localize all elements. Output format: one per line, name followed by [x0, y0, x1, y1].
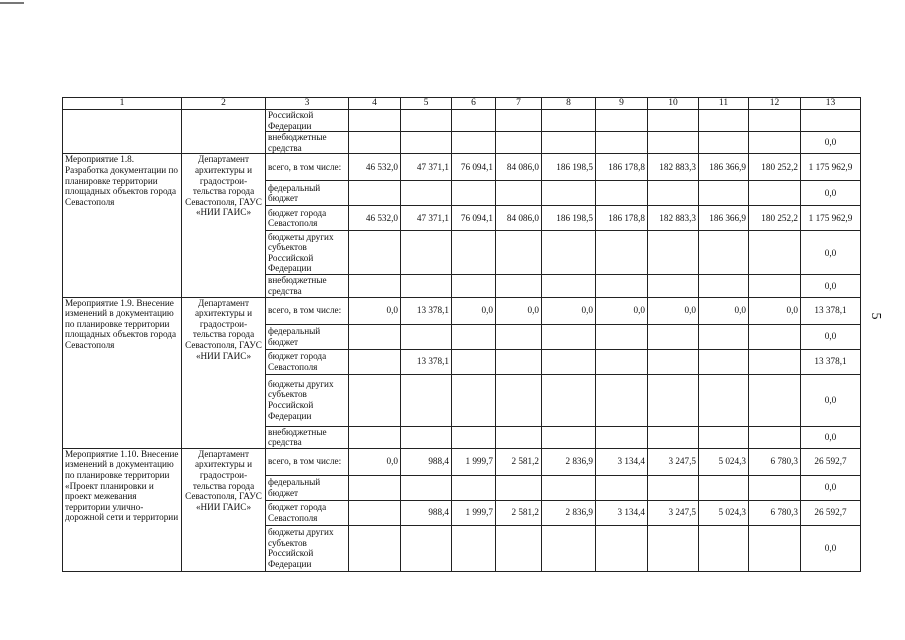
- year-value: 0,0: [542, 297, 596, 324]
- executor-name: [182, 110, 266, 154]
- total-value: 0,0: [801, 324, 861, 349]
- year-value: 182 883,3: [648, 206, 699, 231]
- year-value: [749, 110, 801, 132]
- year-value: [542, 132, 596, 154]
- year-value: [349, 475, 401, 500]
- year-value: [596, 374, 648, 426]
- measure-title: Мероприятие 1.10. Внесение изменений в документацию по планировке территории «Проект планировки и проект межевания территории улично-дорожной сети и территории: [63, 448, 182, 571]
- header-row: [63, 98, 861, 110]
- year-value: [648, 275, 699, 297]
- year-value: [648, 132, 699, 154]
- year-value: [401, 475, 452, 500]
- year-value: [496, 110, 542, 132]
- year-value: 47 371,1: [401, 154, 452, 181]
- total-value: 1 175 962,9: [801, 206, 861, 231]
- year-value: [349, 132, 401, 154]
- year-value: [496, 181, 542, 206]
- scan-mark: [0, 2, 24, 4]
- year-value: [596, 525, 648, 571]
- year-value: [596, 324, 648, 349]
- year-value: [542, 426, 596, 448]
- year-value: 186 366,9: [699, 154, 749, 181]
- year-value: 182 883,3: [648, 154, 699, 181]
- total-value: 1 175 962,9: [801, 154, 861, 181]
- year-value: [452, 374, 496, 426]
- year-value: 3 134,4: [596, 448, 648, 475]
- year-value: [542, 110, 596, 132]
- year-value: [596, 181, 648, 206]
- year-value: [596, 275, 648, 297]
- year-value: [496, 349, 542, 374]
- year-value: [496, 231, 542, 275]
- year-value: [699, 231, 749, 275]
- column-number: 4: [349, 98, 401, 110]
- table-row: [63, 448, 861, 475]
- year-value: 5 024,3: [699, 448, 749, 475]
- year-value: 0,0: [349, 297, 401, 324]
- year-value: 47 371,1: [401, 206, 452, 231]
- year-value: 988,4: [401, 448, 452, 475]
- year-value: 988,4: [401, 500, 452, 525]
- year-value: [452, 324, 496, 349]
- column-number: 1: [63, 98, 182, 110]
- year-value: 1 999,7: [452, 448, 496, 475]
- year-value: 186 198,5: [542, 154, 596, 181]
- funding-source: бюджет города Севастополя: [266, 349, 349, 374]
- column-number: 7: [496, 98, 542, 110]
- total-value: 0,0: [801, 231, 861, 275]
- year-value: [496, 132, 542, 154]
- year-value: [349, 231, 401, 275]
- year-value: [452, 525, 496, 571]
- year-value: [401, 181, 452, 206]
- year-value: [542, 374, 596, 426]
- year-value: 76 094,1: [452, 206, 496, 231]
- page-number: 5: [868, 312, 883, 320]
- year-value: [401, 110, 452, 132]
- year-value: [699, 349, 749, 374]
- year-value: [496, 426, 542, 448]
- funding-source: внебюджетные средства: [266, 426, 349, 448]
- year-value: [648, 181, 699, 206]
- year-value: 46 532,0: [349, 154, 401, 181]
- year-value: [349, 110, 401, 132]
- year-value: [452, 181, 496, 206]
- year-value: [648, 349, 699, 374]
- total-value: 0,0: [801, 374, 861, 426]
- year-value: [699, 110, 749, 132]
- year-value: [699, 132, 749, 154]
- measure-title: [63, 110, 182, 154]
- year-value: 0,0: [648, 297, 699, 324]
- year-value: 2 581,2: [496, 500, 542, 525]
- year-value: [452, 475, 496, 500]
- total-value: 0,0: [801, 275, 861, 297]
- year-value: [648, 475, 699, 500]
- year-value: 186 366,9: [699, 206, 749, 231]
- year-value: [699, 275, 749, 297]
- measure-title: Мероприятие 1.9. Внесение изменений в документацию по планировке территории площадных объектов города Севастополя: [63, 297, 182, 448]
- total-value: 0,0: [801, 426, 861, 448]
- year-value: 5 024,3: [699, 500, 749, 525]
- executor-name: Департамент архитектуры и градострои-тельства города Севастополя, ГАУС «НИИ ГАИС»: [182, 448, 266, 571]
- year-value: [452, 132, 496, 154]
- year-value: [749, 374, 801, 426]
- year-value: 6 780,3: [749, 500, 801, 525]
- total-value: 26 592,7: [801, 500, 861, 525]
- year-value: [749, 349, 801, 374]
- year-value: [349, 324, 401, 349]
- year-value: 0,0: [452, 297, 496, 324]
- year-value: [596, 426, 648, 448]
- column-number: 6: [452, 98, 496, 110]
- funding-source: бюджет города Севастополя: [266, 206, 349, 231]
- year-value: [542, 475, 596, 500]
- year-value: [401, 525, 452, 571]
- funding-source: Российской Федерации: [266, 110, 349, 132]
- measure-title: Мероприятие 1.8. Разработка документации по планировке территории площадных объектов города Севастополя: [63, 154, 182, 297]
- year-value: [349, 500, 401, 525]
- year-value: 0,0: [496, 297, 542, 324]
- year-value: 1 999,7: [452, 500, 496, 525]
- year-value: [749, 181, 801, 206]
- year-value: [542, 231, 596, 275]
- total-value: 0,0: [801, 475, 861, 500]
- funding-source: всего, в том числе:: [266, 154, 349, 181]
- funding-source: бюджет города Севастополя: [266, 500, 349, 525]
- year-value: [596, 110, 648, 132]
- year-value: [349, 349, 401, 374]
- year-value: [349, 275, 401, 297]
- column-number: 9: [596, 98, 648, 110]
- year-value: [401, 132, 452, 154]
- year-value: [401, 231, 452, 275]
- funding-table: [62, 97, 861, 572]
- year-value: [496, 275, 542, 297]
- year-value: [542, 349, 596, 374]
- total-value: 0,0: [801, 181, 861, 206]
- year-value: [699, 426, 749, 448]
- year-value: [596, 475, 648, 500]
- column-number: 5: [401, 98, 452, 110]
- year-value: [648, 324, 699, 349]
- total-value: 0,0: [801, 132, 861, 154]
- year-value: [542, 324, 596, 349]
- year-value: 46 532,0: [349, 206, 401, 231]
- year-value: 3 247,5: [648, 500, 699, 525]
- year-value: [749, 426, 801, 448]
- column-number: 11: [699, 98, 749, 110]
- year-value: 13 378,1: [401, 349, 452, 374]
- year-value: [542, 275, 596, 297]
- year-value: 76 094,1: [452, 154, 496, 181]
- year-value: 0,0: [596, 297, 648, 324]
- total-value: [801, 110, 861, 132]
- column-number: 8: [542, 98, 596, 110]
- year-value: 180 252,2: [749, 154, 801, 181]
- year-value: [699, 324, 749, 349]
- funding-source: бюджеты других субъектов Российской Федерации: [266, 525, 349, 571]
- executor-name: Департамент архитектуры и градострои-тельства города Севастополя, ГАУС «НИИ ГАИС»: [182, 297, 266, 448]
- year-value: [401, 324, 452, 349]
- year-value: [496, 475, 542, 500]
- year-value: 186 178,8: [596, 206, 648, 231]
- year-value: [401, 426, 452, 448]
- year-value: [749, 231, 801, 275]
- year-value: [749, 324, 801, 349]
- year-value: [349, 525, 401, 571]
- year-value: 84 086,0: [496, 206, 542, 231]
- year-value: [349, 426, 401, 448]
- table-row: [63, 110, 861, 132]
- column-number: 2: [182, 98, 266, 110]
- year-value: [542, 525, 596, 571]
- year-value: [699, 475, 749, 500]
- year-value: [452, 275, 496, 297]
- year-value: [496, 525, 542, 571]
- year-value: [452, 426, 496, 448]
- year-value: [349, 374, 401, 426]
- column-number: 10: [648, 98, 699, 110]
- year-value: [648, 525, 699, 571]
- year-value: [452, 349, 496, 374]
- year-value: [452, 110, 496, 132]
- year-value: [648, 374, 699, 426]
- year-value: 0,0: [749, 297, 801, 324]
- year-value: [749, 475, 801, 500]
- total-value: 13 378,1: [801, 297, 861, 324]
- year-value: 13 378,1: [401, 297, 452, 324]
- total-value: 13 378,1: [801, 349, 861, 374]
- year-value: [596, 132, 648, 154]
- funding-source: федеральный бюджет: [266, 475, 349, 500]
- funding-source: всего, в том числе:: [266, 448, 349, 475]
- year-value: 3 134,4: [596, 500, 648, 525]
- year-value: 0,0: [349, 448, 401, 475]
- funding-source: всего, в том числе:: [266, 297, 349, 324]
- funding-source: бюджеты других субъектов Российской Федерации: [266, 374, 349, 426]
- year-value: [749, 275, 801, 297]
- year-value: 84 086,0: [496, 154, 542, 181]
- year-value: [749, 525, 801, 571]
- year-value: [496, 324, 542, 349]
- column-number: 3: [266, 98, 349, 110]
- total-value: 0,0: [801, 525, 861, 571]
- year-value: 3 247,5: [648, 448, 699, 475]
- year-value: [452, 231, 496, 275]
- year-value: [542, 181, 596, 206]
- total-value: 26 592,7: [801, 448, 861, 475]
- funding-source: федеральный бюджет: [266, 181, 349, 206]
- year-value: [496, 374, 542, 426]
- year-value: [749, 132, 801, 154]
- funding-source: внебюджетные средства: [266, 275, 349, 297]
- year-value: [401, 275, 452, 297]
- funding-source: внебюджетные средства: [266, 132, 349, 154]
- year-value: [648, 426, 699, 448]
- table-row: [63, 297, 861, 324]
- year-value: [699, 374, 749, 426]
- year-value: 186 178,8: [596, 154, 648, 181]
- column-number: 13: [801, 98, 861, 110]
- year-value: [699, 181, 749, 206]
- funding-source: бюджеты других субъектов Российской Федерации: [266, 231, 349, 275]
- year-value: 2 836,9: [542, 500, 596, 525]
- year-value: 2 581,2: [496, 448, 542, 475]
- year-value: [596, 231, 648, 275]
- year-value: 180 252,2: [749, 206, 801, 231]
- table-row: [63, 154, 861, 181]
- year-value: [401, 374, 452, 426]
- year-value: 0,0: [699, 297, 749, 324]
- year-value: [349, 181, 401, 206]
- year-value: [648, 110, 699, 132]
- year-value: [648, 231, 699, 275]
- year-value: 2 836,9: [542, 448, 596, 475]
- funding-source: федеральный бюджет: [266, 324, 349, 349]
- year-value: 6 780,3: [749, 448, 801, 475]
- year-value: 186 198,5: [542, 206, 596, 231]
- executor-name: Департамент архитектуры и градострои-тельства города Севастополя, ГАУС «НИИ ГАИС»: [182, 154, 266, 297]
- year-value: [699, 525, 749, 571]
- column-number: 12: [749, 98, 801, 110]
- year-value: [596, 349, 648, 374]
